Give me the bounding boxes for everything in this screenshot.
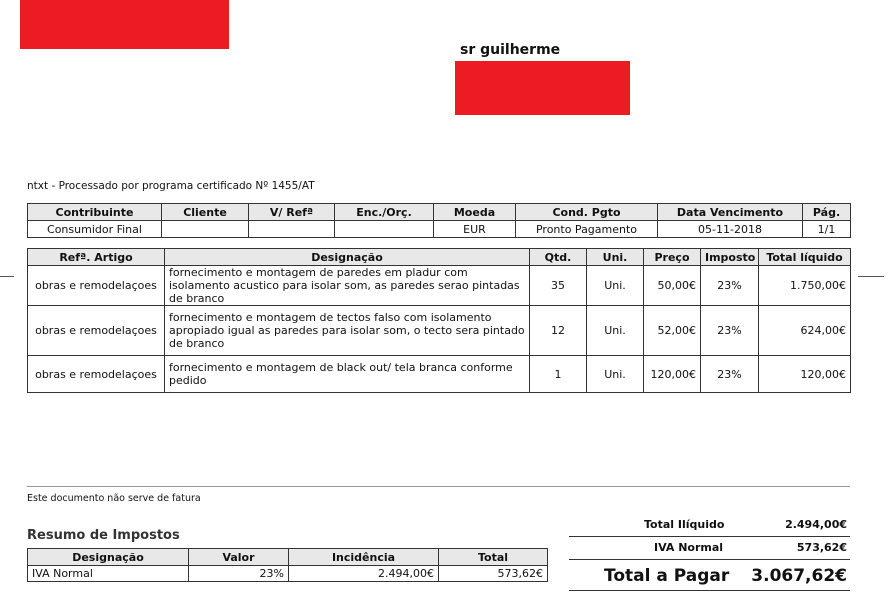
tax-header-value: Valor bbox=[189, 549, 289, 566]
document-info-table bbox=[27, 203, 851, 238]
items-header-total: Total líquido bbox=[759, 249, 851, 266]
customer-name: sr guilherme bbox=[460, 42, 561, 58]
header-contribuinte: Contribuinte bbox=[28, 204, 162, 221]
header-enc-orc: Enc./Orç. bbox=[335, 204, 434, 221]
item-qty: 12 bbox=[530, 306, 587, 356]
tax-summary-table bbox=[27, 548, 548, 582]
total-to-pay-label: Total a Pagar bbox=[604, 566, 730, 586]
item-unit: Uni. bbox=[587, 266, 644, 306]
item-total: 120,00€ bbox=[759, 356, 851, 393]
item-unit: Uni. bbox=[587, 356, 644, 393]
tax-header-designation: Designação bbox=[28, 549, 189, 566]
header-data-vencimento: Data Vencimento bbox=[658, 204, 803, 221]
vat-value: 573,62€ bbox=[796, 541, 847, 554]
fold-mark-right bbox=[858, 276, 884, 277]
section-divider bbox=[27, 486, 850, 487]
item-designation: fornecimento e montagem de tectos falso com isolamento apropiado igual as paredes para isolar som, o tecto sera pintado de branco bbox=[165, 306, 530, 356]
table-row bbox=[28, 306, 851, 356]
net-total-value: 2.494,00€ bbox=[785, 518, 847, 531]
item-ref: obras e remodelaçoes bbox=[28, 356, 165, 393]
item-designation: fornecimento e montagem de black out/ tela branca conforme pedido bbox=[165, 356, 530, 393]
items-header-price: Preço bbox=[644, 249, 701, 266]
net-total-label: Total Ilíquido bbox=[644, 518, 725, 531]
redacted-address-block bbox=[455, 61, 630, 115]
item-qty: 35 bbox=[530, 266, 587, 306]
totals-separator-3 bbox=[569, 590, 850, 591]
value-cond-pgto: Pronto Pagamento bbox=[516, 221, 658, 238]
item-total: 624,00€ bbox=[759, 306, 851, 356]
items-header-unit: Uni. bbox=[587, 249, 644, 266]
items-table bbox=[27, 248, 851, 393]
value-data-vencimento: 05-11-2018 bbox=[658, 221, 803, 238]
total-to-pay-value: 3.067,62€ bbox=[751, 566, 847, 586]
items-header-ref: Refª. Artigo bbox=[28, 249, 165, 266]
certification-text: ntxt - Processado por programa certificado Nº 1455/AT bbox=[27, 180, 315, 192]
items-header-tax: Imposto bbox=[701, 249, 759, 266]
tax-value: 23% bbox=[189, 566, 289, 582]
value-enc-orc bbox=[335, 221, 434, 238]
table-row bbox=[28, 356, 851, 393]
tax-header-incidence: Incidência bbox=[289, 549, 439, 566]
value-cliente bbox=[162, 221, 249, 238]
totals-separator-2 bbox=[569, 559, 850, 560]
not-invoice-notice: Este documento não serve de fatura bbox=[27, 493, 201, 504]
value-contribuinte: Consumidor Final bbox=[28, 221, 162, 238]
item-qty: 1 bbox=[530, 356, 587, 393]
item-price: 120,00€ bbox=[644, 356, 701, 393]
item-designation: fornecimento e montagem de paredes em pladur com isolamento acustico para isolar som, as paredes serao pintadas de branco bbox=[165, 266, 530, 306]
tax-summary-title: Resumo de Impostos bbox=[27, 528, 180, 543]
tax-incidence: 2.494,00€ bbox=[289, 566, 439, 582]
tax-total: 573,62€ bbox=[439, 566, 548, 582]
item-total: 1.750,00€ bbox=[759, 266, 851, 306]
item-ref: obras e remodelaçoes bbox=[28, 306, 165, 356]
value-v-ref bbox=[249, 221, 335, 238]
item-tax: 23% bbox=[701, 306, 759, 356]
totals-separator-1 bbox=[569, 536, 850, 537]
header-cliente: Cliente bbox=[162, 204, 249, 221]
items-header-designation: Designação bbox=[165, 249, 530, 266]
redacted-logo-block bbox=[20, 0, 229, 49]
table-row bbox=[28, 266, 851, 306]
value-moeda: EUR bbox=[434, 221, 516, 238]
item-ref: obras e remodelaçoes bbox=[28, 266, 165, 306]
value-pag: 1/1 bbox=[803, 221, 851, 238]
header-moeda: Moeda bbox=[434, 204, 516, 221]
items-header-qty: Qtd. bbox=[530, 249, 587, 266]
item-price: 50,00€ bbox=[644, 266, 701, 306]
item-tax: 23% bbox=[701, 356, 759, 393]
header-cond-pgto: Cond. Pgto bbox=[516, 204, 658, 221]
header-v-ref: V/ Refª bbox=[249, 204, 335, 221]
item-unit: Uni. bbox=[587, 306, 644, 356]
tax-header-total: Total bbox=[439, 549, 548, 566]
header-pag: Pág. bbox=[803, 204, 851, 221]
fold-mark-left bbox=[0, 276, 14, 277]
vat-label: IVA Normal bbox=[654, 541, 724, 554]
item-price: 52,00€ bbox=[644, 306, 701, 356]
tax-designation: IVA Normal bbox=[28, 566, 189, 582]
item-tax: 23% bbox=[701, 266, 759, 306]
